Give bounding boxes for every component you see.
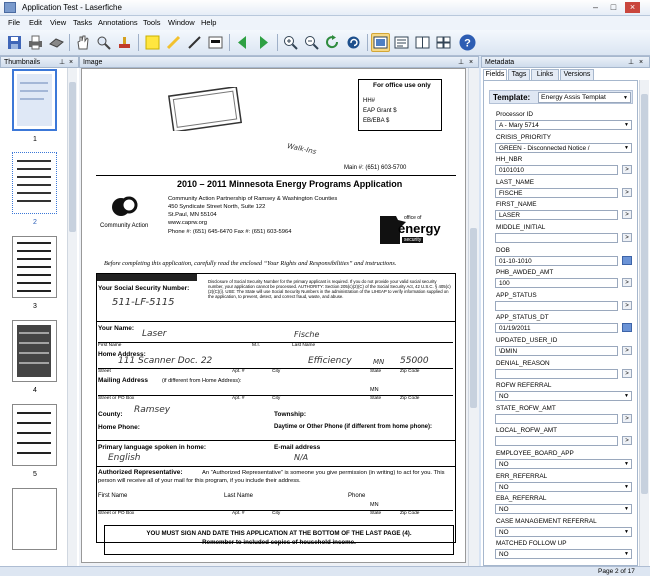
- field-label: FIRST_NAME: [496, 201, 537, 208]
- field-action-icon[interactable]: >: [622, 210, 632, 219]
- office-use-box: [358, 79, 442, 131]
- field-action-icon[interactable]: >: [622, 165, 632, 174]
- addr-sub-street: Street: [98, 369, 111, 374]
- auth-sub-street: Street or PO Box: [98, 511, 135, 516]
- field-label: Processor ID: [496, 111, 533, 118]
- template-label: Template:: [493, 93, 531, 102]
- field-label: APP_STATUS: [496, 292, 537, 299]
- document-image[interactable]: [81, 68, 466, 563]
- home-state-value: MN: [373, 358, 385, 366]
- tab-versions[interactable]: Versions: [560, 69, 594, 80]
- close-icon[interactable]: ×: [625, 2, 640, 13]
- status-bar: [0, 566, 650, 576]
- thumbnails-title: Thumbnails: [4, 59, 41, 66]
- metadata-header: [481, 56, 650, 68]
- field-value: 0101010: [499, 167, 524, 174]
- email-value: N/A: [294, 453, 309, 462]
- thumbnails-scrollbar[interactable]: [67, 68, 77, 566]
- chevron-down-icon: ▼: [624, 506, 629, 512]
- field-label: DENIAL_REASON: [496, 360, 550, 367]
- field-value: NO: [499, 484, 509, 491]
- pin-icon[interactable]: ⊥: [628, 59, 635, 66]
- previous-page-icon[interactable]: [233, 33, 252, 52]
- close-panel-icon[interactable]: ×: [639, 59, 644, 66]
- svg-text:?: ?: [464, 37, 471, 50]
- window-title: Application Test - Laserfiche: [22, 3, 122, 12]
- thumbnail-page-5[interactable]: [12, 404, 57, 466]
- mail-sub-apt: Apt. #: [232, 396, 245, 401]
- metadata-panel: [481, 56, 650, 566]
- mail-sub-zip: Zip Code: [400, 396, 420, 401]
- template-select[interactable]: [538, 92, 631, 103]
- last-name-value: Fische: [294, 330, 320, 339]
- menu-view[interactable]: View: [50, 18, 67, 27]
- menu-tasks[interactable]: Tasks: [73, 18, 93, 27]
- scroll-thumb[interactable]: [470, 228, 477, 408]
- sign-notice: YOU MUST SIGN AND DATE THIS APPLICATION AT THE BOTTOM OF THE LAST PAGE (4).: [146, 530, 412, 537]
- field-action-icon[interactable]: >: [622, 188, 632, 197]
- calendar-icon[interactable]: [622, 256, 632, 265]
- scroll-thumb[interactable]: [641, 94, 648, 494]
- refresh-icon[interactable]: [344, 33, 363, 52]
- agency-web: www.caprw.org: [168, 220, 207, 226]
- ssn-value: 511-LF-5115: [112, 297, 175, 308]
- field-value: A - Mary 5714: [499, 122, 539, 129]
- first-name-value: Laser: [142, 329, 167, 339]
- pin-icon[interactable]: ⊥: [458, 59, 465, 66]
- title-bar: [0, 0, 650, 16]
- agency-phone-fax: Phone #: (651) 645-6470 Fax #: (651) 603-5964: [168, 229, 292, 235]
- auth-sub-city: City: [272, 511, 281, 516]
- walkins-stamp: Walk-Ins: [286, 142, 318, 156]
- pen-icon[interactable]: [185, 33, 204, 52]
- close-panel-icon[interactable]: ×: [69, 59, 74, 66]
- field-input[interactable]: [495, 436, 618, 446]
- highlighter-icon[interactable]: [164, 33, 183, 52]
- print-icon[interactable]: [26, 33, 45, 52]
- sticky-note-icon[interactable]: [143, 33, 162, 52]
- auth-rep-label: Authorized Representative:: [98, 469, 183, 476]
- office-use-title: For office use only: [373, 82, 431, 89]
- toolbar: [0, 30, 650, 56]
- home-zip-value: 55000: [400, 356, 429, 366]
- save-icon[interactable]: [5, 33, 24, 52]
- chevron-down-icon: ▼: [624, 551, 629, 557]
- thumbnail-label-2: 2: [33, 219, 37, 226]
- office-eb: EB/EBA $: [363, 118, 390, 124]
- field-label: DOB: [496, 247, 510, 254]
- chevron-down-icon: ▼: [624, 393, 629, 399]
- thumbnail-view-icon[interactable]: [434, 33, 453, 52]
- field-input[interactable]: [495, 278, 618, 288]
- field-label: PHB_AWDED_AMT: [496, 269, 554, 276]
- scroll-thumb[interactable]: [69, 82, 76, 232]
- field-value: NO: [499, 529, 509, 536]
- sign-notice-box: [104, 525, 454, 555]
- field-action-icon[interactable]: >: [622, 436, 632, 445]
- auth-first-name: First Name: [98, 493, 128, 499]
- template-row: [489, 90, 633, 104]
- field-label: LOCAL_ROFW_AMT: [496, 427, 558, 434]
- thumbnail-label-4: 4: [33, 387, 37, 394]
- name-sub-first: First Name: [98, 343, 122, 348]
- field-label: CRISIS_PRIORITY: [496, 134, 552, 141]
- field-input[interactable]: [495, 256, 618, 266]
- image-view-icon[interactable]: [371, 33, 390, 52]
- auth-rep-text: An “Authorized Representative” is someone you give permission (in writing) to act for you. This person will receive all of your mail for this program, if you include their address.: [98, 470, 445, 484]
- field-label: MIDDLE_INITIAL: [496, 224, 546, 231]
- menu-tools[interactable]: Tools: [143, 18, 161, 27]
- stamp-icon[interactable]: [115, 33, 134, 52]
- disclosure-text: Disclosure of Social Security Number for the primary applicant is required. If you do not provide your valid social security number, your application cannot be processed. AUTHORITY: Section 205(c)(2)(C) of the Social Security Act, 42 U.S.C. § 405(c)(2)(C)(i). USE: The State will use Social Security Numbers in the administration of the LIHEAP to verify information supplied on the application, to prevent, detect, and correct fraud, waste, and abuse.: [208, 279, 451, 299]
- select-zoom-icon[interactable]: [94, 33, 113, 52]
- field-select[interactable]: [495, 549, 632, 559]
- text-view-icon[interactable]: [392, 33, 411, 52]
- chevron-down-icon: ▼: [624, 122, 629, 128]
- field-action-icon[interactable]: >: [622, 233, 632, 242]
- field-label: MATCHED FOLLOW UP: [496, 540, 567, 547]
- field-input[interactable]: [495, 323, 618, 333]
- auth-sub-state: State: [370, 511, 382, 516]
- field-label: ERR_REFERRAL: [496, 473, 548, 480]
- field-select[interactable]: [495, 459, 632, 469]
- tab-links[interactable]: Links: [531, 69, 559, 80]
- field-value: \DMIN: [499, 348, 518, 355]
- field-value: 01-10-1010: [499, 258, 532, 265]
- field-select[interactable]: [495, 482, 632, 492]
- thumbnail-page-3[interactable]: [12, 236, 57, 298]
- township-label: Township:: [274, 411, 307, 418]
- before-instructions: Before completing this application, carefully read the enclosed “Your Rights and Responsibilities” and instructions.: [104, 260, 397, 267]
- field-label: LAST_NAME: [496, 179, 535, 186]
- income-notice: Remember to included copies of household income.: [202, 539, 356, 546]
- thumbnail-page-2[interactable]: [12, 152, 57, 214]
- menu-file[interactable]: File: [8, 18, 21, 27]
- field-select[interactable]: [495, 120, 632, 130]
- calendar-icon[interactable]: [622, 323, 632, 332]
- thumbnail-page-4[interactable]: [12, 320, 57, 382]
- field-value: NO: [499, 551, 509, 558]
- mail-state: MN: [370, 387, 379, 393]
- minimize-icon[interactable]: –: [592, 2, 598, 12]
- addr-sub-apt: Apt. #: [232, 369, 245, 374]
- auth-last-name: Last Name: [224, 493, 254, 499]
- metadata-title: Metadata: [485, 59, 515, 66]
- field-label: CASE MANAGEMENT REFERRAL: [496, 518, 597, 525]
- county-value: Ramsey: [134, 405, 171, 415]
- thumbnail-label-1: 1: [33, 136, 37, 143]
- maximize-icon[interactable]: □: [610, 2, 617, 12]
- field-label: HH_NBR: [496, 156, 523, 163]
- menu-edit[interactable]: Edit: [29, 18, 42, 27]
- office-eap: EAP Grant $: [363, 108, 397, 114]
- field-input[interactable]: [495, 301, 618, 311]
- thumbnail-page-6[interactable]: [12, 488, 57, 550]
- main-phone: Main #: (651) 603-5700: [344, 165, 407, 171]
- chevron-down-icon: ▼: [624, 145, 629, 151]
- auth-sub-apt: Apt. #: [232, 511, 245, 516]
- mail-sub-city: City: [272, 396, 281, 401]
- menu-help[interactable]: Help: [201, 18, 217, 27]
- stamp-mark: [167, 87, 247, 131]
- home-address-label: Home Address:: [98, 351, 146, 358]
- split-view-icon[interactable]: [413, 33, 432, 52]
- agency-city: St.Paul, MN 55104: [168, 212, 217, 218]
- auth-sub-zip: Zip Code: [400, 511, 420, 516]
- county-label: County:: [98, 411, 123, 418]
- hand-icon[interactable]: [73, 33, 92, 52]
- thumbnails-panel: [0, 56, 79, 566]
- thumbnail-page-1[interactable]: [12, 69, 57, 131]
- auth-state: MN: [370, 502, 379, 508]
- mail-sub-state: State: [370, 396, 382, 401]
- energy-logo: energy: [398, 221, 441, 236]
- energy-logo-security: security: [404, 237, 422, 243]
- mail-sub-street: Street or PO Box: [98, 396, 135, 401]
- image-scrollbar[interactable]: [468, 68, 478, 566]
- zoom-in-icon[interactable]: [281, 33, 300, 52]
- field-input[interactable]: [495, 210, 618, 220]
- field-value: NO: [499, 461, 509, 468]
- language-label: Primary language spoken in home:: [98, 444, 206, 451]
- field-label: UPDATED_USER_ID: [496, 337, 558, 344]
- application-title: 2010 – 2011 Minnesota Energy Programs Application: [177, 179, 403, 189]
- zoom-out-icon[interactable]: [302, 33, 321, 52]
- image-title: Image: [83, 59, 103, 66]
- field-action-icon[interactable]: >: [622, 301, 632, 310]
- community-action-logo: [110, 193, 140, 221]
- menu-annotations[interactable]: Annotations: [98, 18, 138, 27]
- scan-icon[interactable]: [47, 33, 66, 52]
- page-indicator: Page 2 of 17: [598, 568, 635, 575]
- field-value: NO: [499, 506, 509, 513]
- home-street-value: 111 Scanner Doc. 22: [118, 356, 213, 366]
- app-icon: [4, 2, 16, 13]
- field-input[interactable]: [495, 165, 618, 175]
- chevron-down-icon: ▼: [624, 484, 629, 490]
- office-hh: HH#: [363, 98, 376, 104]
- auth-phone: Phone: [348, 493, 366, 499]
- field-select[interactable]: [495, 391, 632, 401]
- field-value: 100: [499, 280, 510, 287]
- home-city-value: Efficiency: [308, 356, 352, 366]
- energy-logo-office: office of: [404, 215, 422, 221]
- field-value: FISCHE: [499, 190, 523, 197]
- metadata-scrollbar[interactable]: [639, 80, 649, 566]
- next-page-icon[interactable]: [254, 33, 273, 52]
- field-select[interactable]: [495, 527, 632, 537]
- redaction-icon[interactable]: [206, 33, 225, 52]
- language-value: English: [108, 453, 141, 463]
- email-label: E-mail address: [274, 444, 321, 451]
- addr-sub-state: State: [370, 369, 382, 374]
- field-input[interactable]: [495, 233, 618, 243]
- home-phone-label: Home Phone:: [98, 424, 140, 431]
- field-input[interactable]: [495, 346, 618, 356]
- field-value: GREEN - Disconnected Notice /: [499, 145, 590, 152]
- agency-name: Community Action Partnership of Ramsey & Washington Counties: [168, 196, 338, 202]
- field-value: 01/19/2011: [499, 325, 531, 332]
- field-value: NO: [499, 393, 509, 400]
- mailing-address-label: Mailing Address: [98, 377, 148, 384]
- community-action-text: Community Action: [100, 223, 149, 229]
- field-action-icon[interactable]: >: [622, 414, 632, 423]
- pin-icon[interactable]: ⊥: [59, 59, 66, 66]
- thumbnail-label-5: 5: [33, 471, 37, 478]
- addr-sub-city: City: [272, 369, 281, 374]
- close-panel-icon[interactable]: ×: [469, 59, 474, 66]
- chevron-down-icon: ▼: [624, 529, 629, 535]
- tab-fields[interactable]: Fields: [483, 69, 507, 80]
- chevron-down-icon: ▼: [624, 461, 629, 467]
- field-select[interactable]: [495, 504, 632, 514]
- menu-window[interactable]: Window: [168, 18, 195, 27]
- field-select[interactable]: [495, 143, 632, 153]
- addr-sub-zip: Zip Code: [400, 369, 420, 374]
- field-input[interactable]: [495, 369, 618, 379]
- field-label: STATE_ROFW_AMT: [496, 405, 556, 412]
- ssn-label: Your Social Security Number:: [98, 285, 190, 292]
- name-sub-mi: M.I.: [252, 343, 260, 348]
- image-header: [79, 56, 479, 68]
- help-icon[interactable]: [458, 33, 477, 52]
- field-input[interactable]: [495, 414, 618, 424]
- daytime-phone-label: Daytime or Other Phone (if different from home phone):: [274, 424, 433, 430]
- name-sub-last: Last Name: [292, 343, 316, 348]
- thumbnail-label-3: 3: [33, 303, 37, 310]
- fields-area: [483, 80, 638, 566]
- agency-address: 450 Syndicate Street North, Suite 122: [168, 204, 266, 210]
- field-label: ROFW REFERRAL: [496, 382, 552, 389]
- thumbnails-header: [0, 56, 79, 68]
- field-list: [482, 111, 637, 567]
- tab-tags[interactable]: Tags: [508, 69, 530, 80]
- template-value: Energy Assis Templat: [541, 94, 606, 101]
- field-action-icon[interactable]: >: [622, 369, 632, 378]
- field-action-icon[interactable]: >: [622, 346, 632, 355]
- chevron-down-icon: ▼: [623, 95, 628, 101]
- mailing-address-note: (if different from Home Address):: [162, 378, 242, 384]
- field-label: EBA_REFERRAL: [496, 495, 547, 502]
- field-label: EMPLOYEE_BOARD_APP: [496, 450, 574, 457]
- field-input[interactable]: [495, 188, 618, 198]
- field-action-icon[interactable]: >: [622, 278, 632, 287]
- field-value: LASER: [499, 212, 520, 219]
- rotate-icon[interactable]: [323, 33, 342, 52]
- menu-bar: [0, 16, 650, 30]
- name-label: Your Name:: [98, 325, 134, 332]
- field-label: APP_STATUS_DT: [496, 314, 549, 321]
